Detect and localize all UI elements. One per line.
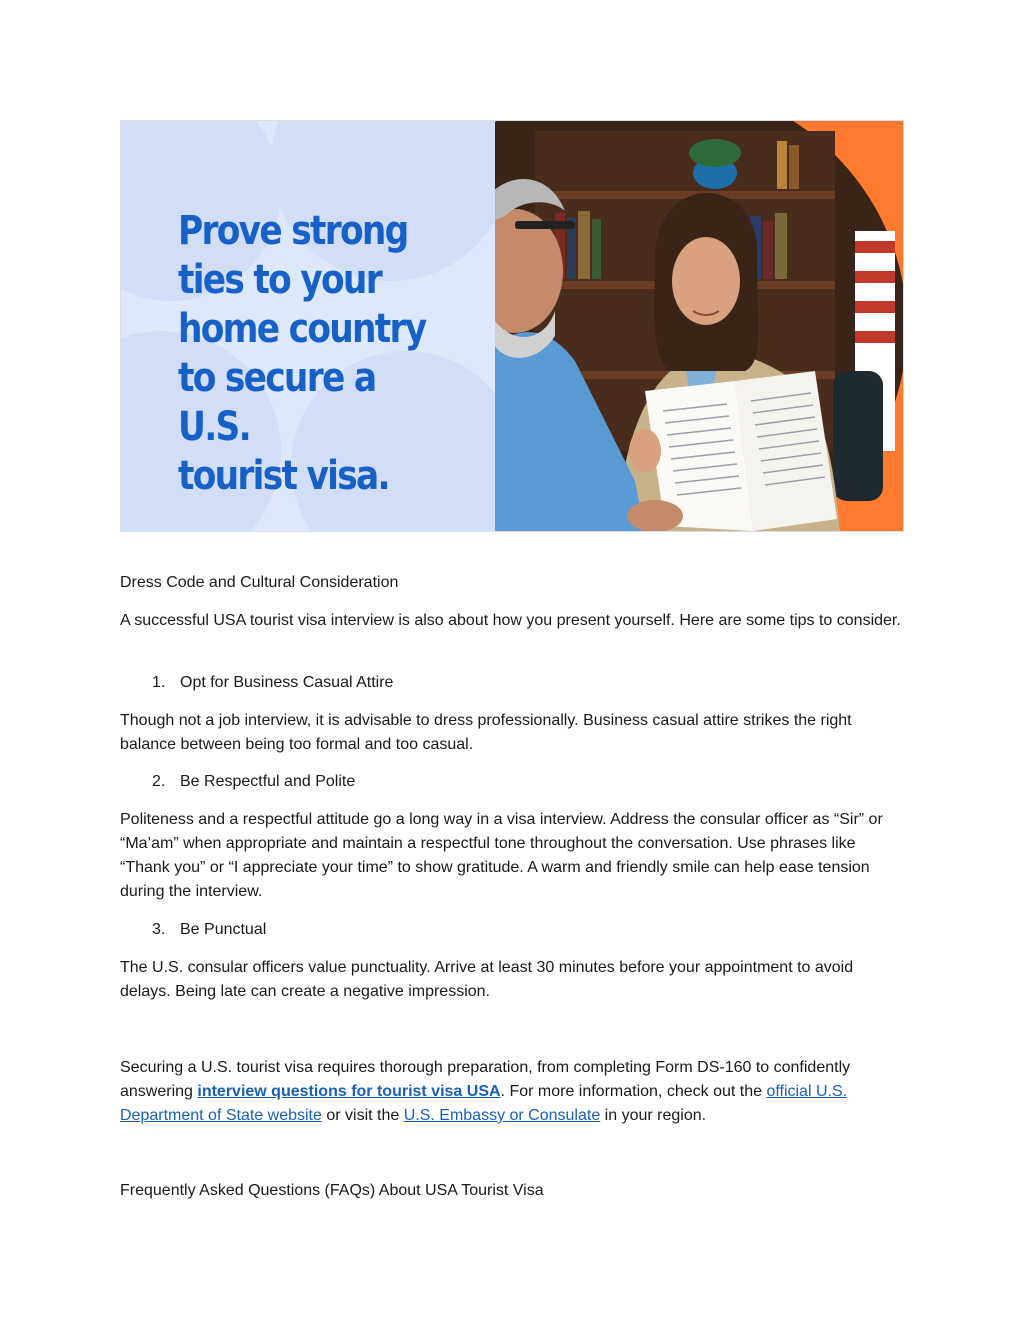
tip-title: Opt for Business Casual Attire <box>180 674 394 691</box>
list-number: 1. <box>152 674 166 691</box>
closing-paragraph <box>120 1056 904 1128</box>
state-department-link[interactable]: official U.S. Department of State website <box>120 1083 848 1124</box>
section-heading: Dress Code and Cultural Consideration <box>120 574 399 591</box>
tip-heading <box>152 918 266 942</box>
tip-paragraph: The U.S. consular officers value punctuality. Arrive at least 30 minutes before your appointment to avoid delays. Being late can create a negative impression. <box>120 959 854 1000</box>
hero-banner <box>120 120 904 532</box>
closing-text: in your region. <box>600 1107 707 1124</box>
embassy-consulate-link[interactable]: U.S. Embassy or Consulate <box>403 1107 601 1124</box>
tip-heading <box>152 770 355 794</box>
tip-paragraph: Politeness and a respectful attitude go a long way in a visa interview. Address the consular officer as “Sir” or “Ma’am” when appropriate and maintain a respectful tone throughout the conversation. Use phrases like “Thank you” or “I appreciate your time” to show gratitude. A warm and friendly smile can help ease tension during the interview. <box>120 811 883 900</box>
faq-heading: Frequently Asked Questions (FAQs) About USA Tourist Visa <box>120 1182 544 1199</box>
tip-heading <box>152 671 393 695</box>
closing-text: . For more information, check out the <box>500 1083 767 1100</box>
closing-text: or visit the <box>321 1107 404 1124</box>
list-number: 2. <box>152 773 166 790</box>
tip-title: Be Punctual <box>180 921 267 938</box>
hero-text-panel <box>121 121 495 532</box>
list-number: 3. <box>152 921 166 938</box>
interview-illustration <box>495 121 904 532</box>
interview-photo <box>495 121 904 532</box>
tip-paragraph: Though not a job interview, it is advisable to dress professionally. Business casual attire strikes the right balance between being too formal and too casual. <box>120 712 852 753</box>
closing-text: Securing a U.S. tourist visa requires thorough preparation, from completing Form DS-160 to confidently answering <box>120 1059 851 1100</box>
tip-title: Be Respectful and Polite <box>180 773 356 790</box>
intro-paragraph: A successful USA tourist visa interview is also about how you present yourself. Here are some tips to consider. <box>120 612 901 629</box>
interview-questions-link[interactable]: interview questions for tourist visa USA <box>197 1083 501 1100</box>
hero-headline: Prove strong ties to your home country to secure a U.S. tourist visa. <box>178 208 426 499</box>
